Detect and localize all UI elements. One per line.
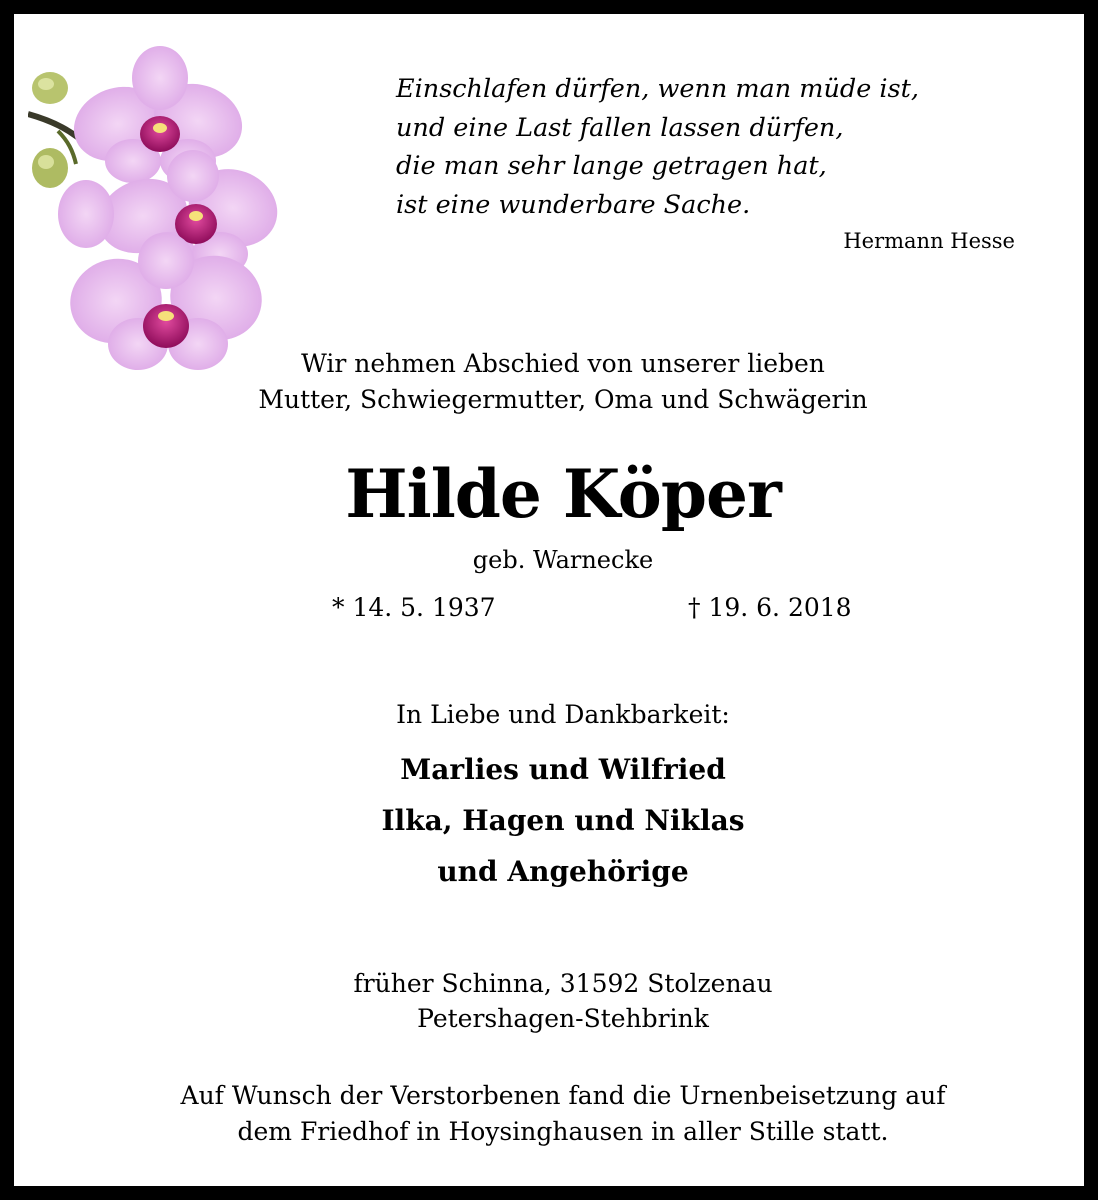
notice-line: dem Friedhof in Hoysinghausen in aller Stille statt. [237, 1117, 889, 1146]
intro-text [28, 346, 1098, 418]
quote-line: Einschlafen dürfen, wenn man müde ist, [396, 74, 919, 104]
mourners-list [28, 744, 1098, 897]
notice-line: Auf Wunsch der Verstorbenen fand die Urnenbeisetzung auf [180, 1081, 946, 1110]
quote-line: und eine Last fallen lassen dürfen, [396, 112, 844, 143]
address-line: Petershagen-Stehbrink [417, 1004, 709, 1033]
birth-date: * 14. 5. 1937 [332, 593, 496, 622]
quote-author: Hermann Hesse [843, 229, 1015, 253]
quote [396, 70, 1056, 224]
burial-notice [28, 1078, 1098, 1150]
intro-line: Wir nehmen Abschied von unserer lieben [301, 349, 825, 378]
mourner: Ilka, Hagen und Niklas [381, 804, 745, 837]
quote-line: die man sehr lange getragen hat, [396, 151, 827, 181]
quote-line: ist eine wunderbare Sache. [396, 189, 751, 220]
deceased-name: Hilde Köper [345, 455, 781, 533]
mourner: und Angehörige [437, 855, 689, 888]
death-date: † 19. 6. 2018 [688, 593, 852, 622]
maiden-name: geb. Warnecke [472, 546, 654, 574]
intro-line: Mutter, Schwiegermutter, Oma und Schwägerin [258, 385, 868, 414]
mourner: Marlies und Wilfried [400, 753, 726, 786]
thanks-heading: In Liebe und Dankbarkeit: [396, 700, 730, 729]
orchid-image [28, 36, 298, 381]
address-line: früher Schinna, 31592 Stolzenau [353, 969, 773, 998]
address [28, 966, 1098, 1036]
